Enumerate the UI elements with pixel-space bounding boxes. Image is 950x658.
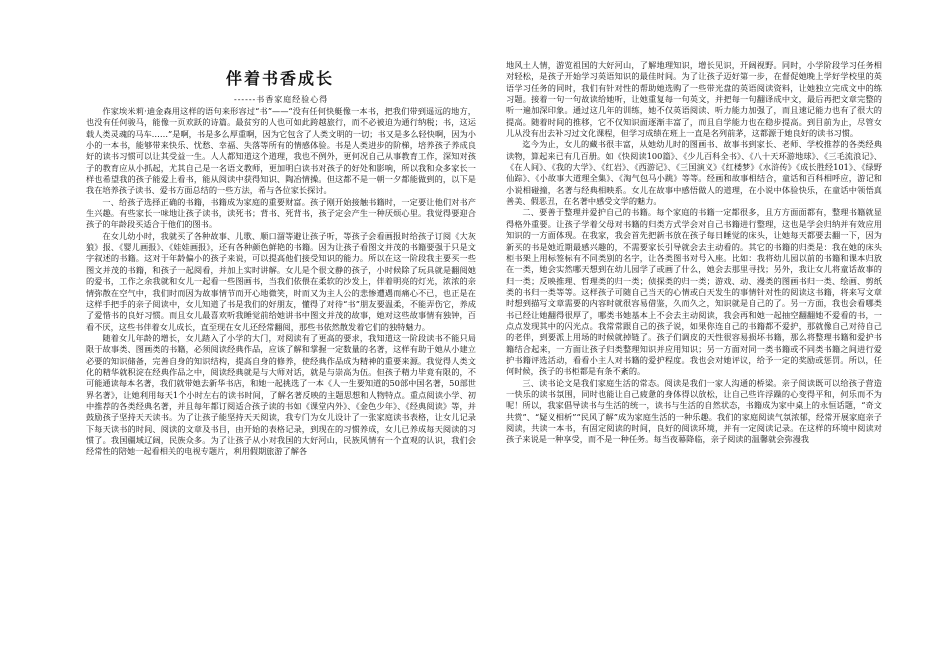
paragraph: 二、要善于整理并爱护自己的书籍。每个家庭的书籍一定都很多，且方方面面都有，整理书籍就显得格外重要。让孩子学着父母对书籍的归类方式学会对自己书籍进行整理，这也是学会归纳并有效应用知识的一方面体现。在我家，我会首先把新书放在孩子每日睡觉的床头，让她每天都要去翻一下，因为新买的书是她近期最感兴趣的，不需要家长引导就会去主动看的。其它的书籍的归类是：我在她的床头柜书架上用标签标有不同类别的名字，让各类图书对号入座。比如：我将幼儿园以前的书籍和课本归放在一类，她会实然哪天想到在幼儿园学了或画了什么，她会去那里寻找；另外，我让女儿将童话故事的归一类；反映推理、哲理类的归一类；侦探类的归一类；游戏、动、漫类的图画书归一类、绘画、剪纸类的书归一类等等。这样孩子可随自己当天的心情或白天发生的事情针对性的阅读这书籍，将来写文章时想到描写文章需要的内容时就很容易借鉴，久而久之，知识就是自己的了。另一方面，我也会看哪类书已经让她翻得很厚了，哪类书她基本上不会去主动阅读，我会再和她一起抽空翻翻她不爱看的书，一点点发现其中的闪光点。我常常跟自己的孩子说，如果你连自己的书籍都不爱护，那就像自己对待自己的老伴，到要派上用场的时候就掉链了。孩子们调皮的天性很容易损坏书籍，那么将整理书籍和爱护书籍结合起来，一方面让孩子归类整理知识并应用知识；另一方面对同一类书籍或不同类书籍之间进行爱护书籍评选活动，看看小主人对书籍的爱护程度。我也会对她评议，给予一定的奖励或惩罚。所以，任何时候，孩子的书柜都是有条不紊的。 <box>506 207 882 377</box>
paragraph: 迄今为止，女儿的藏书很丰富，从她幼儿时的图画书、故事书到家长、老师、学校推荐的各类经典读物，算起来已有几百册。如《快阅读100篇》、《少儿百科全书》、《八十天环游地球》、《三毛流浪记》、《在人间》、《我的大学》、《红岩》、《西游记》、《三国演义》《红楼梦》《水浒传》《成长胜经101》、《绿野仙踪》、《小故事大道理全集》、《淘气包马小跳》等等。经画和故事相结合，童话和百科相呼应，游记和小说相碰撞，名著与经典相映系。女儿在故事中感悟做人的道理，在小说中体验快乐，在童话中领悟真善美、假恶丑，在名著中感受文学的魅力。 <box>506 139 882 207</box>
paragraph: 作家埃米莉·迪金森用这样的语句来形容过“书”——“没有任何快艇像一本书，把我们带到遥远的地方，也没有任何骏马，能像一页欢跃的诗篇。最贫穷的人也可如此跨越旅行，而不必被迫为通行纳税；书，这运载人类灵魂的马车……”是啊，书是多么厚重啊，因为它包含了人类文明的一切；书又是多么轻快啊，因为小小的一本书，能够带来快乐、忧愁、幸福、失落等所有的情感体验。书是人类进步的阶梯，培养孩子养成良好的读书习惯可以让其受益一生。人人都知道这个道理，我也不例外，更何况自己从事教育工作，深知对孩子的教育应从小抓起，尤其自己是一名语文教师，更加明白读书对孩子的好处和影响，所以我和众多家长一样也希望我的孩子能爱上看书，能从阅读中获得知识、陶冶情操。但这都不是一朝一夕都能做到的，以下是我在培养孩子读书、爱书方面总结的一些方法，希与各位家长探讨。 <box>86 106 476 196</box>
document-title: 伴着书香成长 <box>225 69 334 88</box>
paragraph: 三、读书论文是我们家庭生活的常态。阅读是我们一家人沟通的桥梁。亲子阅读既可以给孩子营造一快乐的读书氛围，同时也能让自己疲惫的身体得以放松，让自己些许浮躁的心变得平和，何乐而不为呢！所以，我家倡导读书与生活的统一，读书与生活的自然状态，书籍成为家中桌上的永恒话题，“奇文共赏”、“疑义相析”“民风了解”成为家庭生活的一种乐趣。我们的家庭阅读气氛浓郁，经常开展家庭亲子阅读，共读一本书，有固定阅读的时间，良好的阅读环境，并有一定阅读记录。在这样的环境中阅读对孩子来说是一种享受，而不是一种任务。每当夜幕降临，亲子阅读的温馨就会弥漫我 <box>506 377 882 445</box>
document-subtitle: ------书香家庭经验心得 <box>234 95 329 104</box>
paragraph: 在女儿幼小时，我就买了各种故事、儿歌、顺口溜等避让孩子听，等孩子会看画报时给孩子订阅《大灰狼》报、《婴儿画报》、《娃娃画报》，还有各种颜色鲜艳的书籍。因为让孩子看图文并茂的书籍要强于只是文字叙述的书籍。这对于年龄偏小的孩子来说，可以提高他们接受知识的能力。所以在这一阶段我主要买一些图文并茂的书籍，和孩子一起阅看，并加上实时讲解。女儿是个很文静的孩子，小时候除了玩具就是翻阅她的爱书，工作之余我就和女儿一起看一些图画书，当我们依偎在柔软的沙发上，伴着明亮的灯光，浓浓的亲情弥散在空气中，我们时而因为故事情节而开心地微笑，时而又为主人公的悲惨遭遇而痛心不已，也正是在这样手把手的亲子阅读中，女儿知道了书是我们的好朋友，懂得了对待“书”朋友要温柔，不能弄伤它，养成了爱惜书的良好习惯。而且女儿最喜欢听我睡觉前给她讲书中图文并茂的故事，她对这些故事情有独钟，百看不厌，这些书伴着女儿成长，直至现在女儿还经常翻阅，那些书依然散发着它们的独特魅力。 <box>86 230 476 332</box>
paragraph: 一、给孩子选择正确的书籍，书籍成为家庭的重要财富。孩子刚开始接触书籍时，一定要让他们对书产生兴趣。有些家长一味地让孩子读书，读死书；背书、死背书，孩子定会产生一种厌烦心里。我觉得要迎合孩子的年龄段买适合于他们的图书。 <box>86 196 476 230</box>
paragraph: 地风土人情，游览祖国的大好河山，了解地理知识，增长见识，开阔视野。同时，小学阶段学习任务相对轻松，是孩子开始学习英语知识的最佳时间。为了让孩子迈好第一步，在督促她晚上学好学校里的英语学习任务的同时，我们有针对性的帮助她选购了一些带光盘的英语阅读资料，让她独立完成文中的练习题。接着一句一句故读给她听，让她重复每一句英文，并把每一句翻译成中文，最后再把文章完整的听一遍加深印象。通过这几年的训练，她不仅英语阅读、听力能力加强了，而且速记能力也有了很大的提高。随着时间的推移，它不仅知识面逐渐丰富了，而且自学能力也在稳步提高。到目前为止，尽管女儿从没有出去补习过文化课程，但学习成绩在班上一直是名列前茅，这都源于她良好的读书习惯。 <box>506 60 882 139</box>
right-column <box>506 60 882 652</box>
left-column <box>86 106 476 654</box>
paragraph: 随着女儿年龄的增长，女儿踏入了小学的大门，对阅读有了更高的要求，我知道这一阶段读书不能只局限于故事类、图画类的书籍，必须阅读经典作品，应该了解和掌握一定数量的名著，这样有助于她从小建立必要的知识储备，完善自身的知识结构，提高自身的修养，使经典作品成为精神的重要来源。我觉得人类文化的精华就积淀在经典作品之中，阅读经典就是与大师对话，就是与崇高为伍。但孩子精力毕竟有限的，不可能通读每本名著，我们就带她去新华书店，和她一起挑选了一本《人一生要知道的50部中国名著，50部世界名著》，让她利用每天1个小时左右的读书时间，了解名著反映的主题思想和人物特点。重点阅读小学、初中推荐的各类经典名著，并且每年都订阅适合孩子读的书如《课堂内外》、《金色少年》、《经典阅读》等，并鼓励孩子坚持天天读书。为了让孩子能坚持天天阅读，我专门为女儿设计了一张家庭读书表格，让女儿记录下每天读书的时间、阅读的文章及书目，由开始的表格记录，到现在的习惯养成，女儿已养成每天阅读的习惯了。我国疆域辽阔，民族众多。为了让孩子从小对我国的大好河山，民族风情有一个直观的认识，我们会经常性的陪她一起看相关的电视专题片，利用假期旅游了解各 <box>86 332 476 457</box>
